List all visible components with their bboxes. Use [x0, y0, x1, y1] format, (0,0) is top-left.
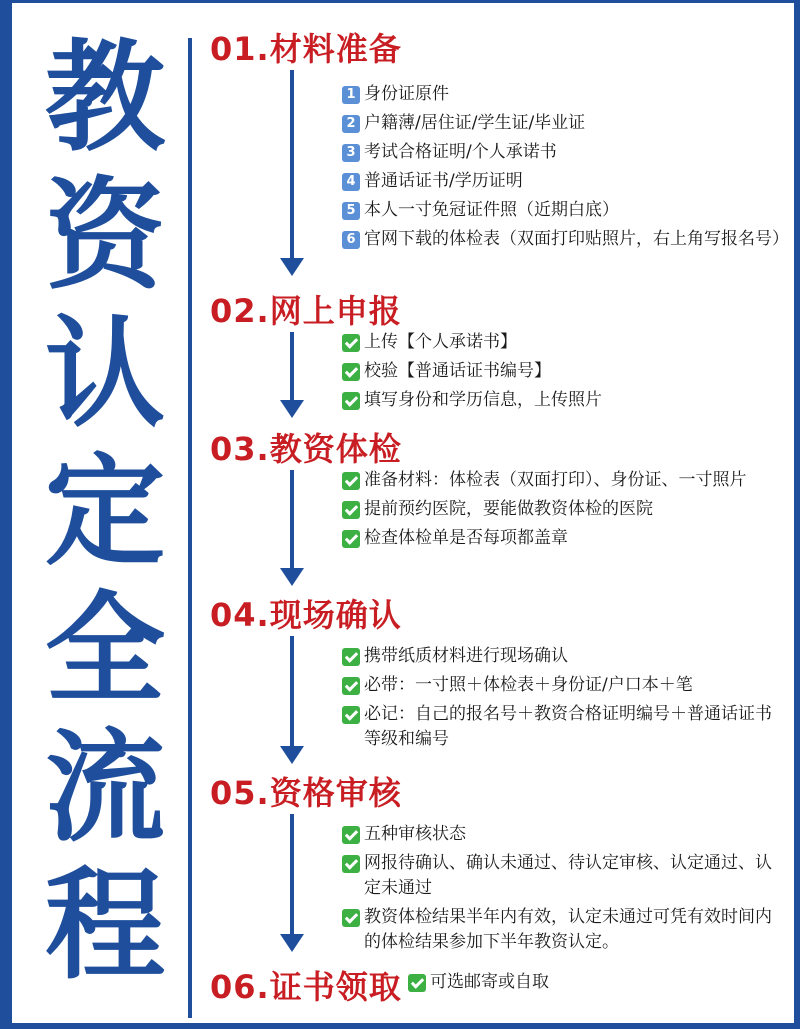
step-title: 06.证书领取	[210, 968, 402, 1006]
number-badge-icon: 4	[342, 173, 360, 191]
title-char: 程	[45, 857, 165, 996]
list-item	[342, 169, 782, 194]
item-text: 教资体检结果半年内有效，认定未通过可凭有效时间内的体检结果参加下半年教资认定。	[364, 907, 772, 952]
step-items	[342, 822, 782, 959]
down-arrow-icon	[280, 332, 304, 416]
item-text: 校验【普通话证书编号】	[364, 361, 551, 381]
step-title: 02.网上申报	[210, 292, 402, 330]
item-text: 准备材料：体检表（双面打印）、身份证、一寸照片	[364, 470, 747, 490]
title-char: 教	[45, 29, 165, 168]
item-text: 考试合格证明/个人承诺书	[364, 142, 557, 162]
list-item	[342, 673, 782, 698]
list-item	[342, 905, 782, 955]
item-text: 身份证原件	[364, 84, 449, 104]
checkmark-icon	[342, 648, 360, 666]
item-text: 上传【个人承诺书】	[364, 332, 517, 352]
item-text: 必记：自己的报名号＋教资合格证明编号＋普通话证书等级和编号	[364, 704, 772, 749]
list-item	[342, 359, 782, 384]
number-badge-icon: 1	[342, 86, 360, 104]
list-item	[342, 822, 782, 847]
checkmark-icon	[342, 909, 360, 927]
number-badge-icon: 5	[342, 202, 360, 220]
checkmark-icon	[342, 855, 360, 873]
divider-line	[188, 38, 192, 1018]
step-items	[342, 468, 782, 555]
title-char: 资	[45, 167, 165, 306]
down-arrow-icon	[280, 814, 304, 950]
item-text: 五种审核状态	[364, 824, 466, 844]
item-text: 填写身份和学历信息，上传照片	[364, 390, 602, 410]
vertical-title	[30, 30, 180, 996]
list-item	[342, 82, 782, 107]
list-item	[342, 140, 782, 165]
item-text: 可选邮寄或自取	[430, 972, 549, 992]
frame-right	[794, 0, 800, 1029]
title-char: 定	[45, 443, 165, 582]
list-item	[342, 330, 782, 355]
list-item	[342, 526, 782, 551]
number-badge-icon: 6	[342, 231, 360, 249]
down-arrow-icon	[280, 636, 304, 762]
frame-left	[0, 0, 12, 1029]
list-item	[342, 851, 782, 901]
step-items	[342, 644, 782, 756]
list-item	[342, 702, 782, 752]
item-text: 携带纸质材料进行现场确认	[364, 646, 568, 666]
step-title: 03.教资体检	[210, 430, 402, 468]
list-item	[342, 497, 782, 522]
checkmark-icon	[342, 677, 360, 695]
step-items	[408, 970, 768, 999]
number-badge-icon: 2	[342, 115, 360, 133]
title-char: 流	[45, 719, 165, 858]
list-item	[342, 198, 782, 223]
item-text: 本人一寸免冠证件照（近期白底）	[364, 200, 619, 220]
item-text: 网报待确认、确认未通过、待认定审核、认定通过、认定未通过	[364, 853, 772, 898]
checkmark-icon	[342, 530, 360, 548]
title-char: 全	[45, 581, 165, 720]
item-text: 普通话证书/学历证明	[364, 171, 523, 191]
list-item	[342, 468, 782, 493]
down-arrow-icon	[280, 470, 304, 584]
item-text: 提前预约医院，要能做教资体检的医院	[364, 499, 653, 519]
item-text: 户籍薄/居住证/学生证/毕业证	[364, 113, 586, 133]
checkmark-icon	[342, 706, 360, 724]
down-arrow-icon	[280, 70, 304, 276]
list-item	[342, 388, 782, 413]
checkmark-icon	[342, 392, 360, 410]
list-item	[342, 227, 789, 252]
checkmark-icon	[342, 363, 360, 381]
checkmark-icon	[408, 974, 426, 992]
checkmark-icon	[342, 472, 360, 490]
list-item	[342, 111, 782, 136]
step-title: 05.资格审核	[210, 774, 402, 812]
list-item	[408, 970, 768, 995]
step-title: 01.材料准备	[210, 30, 402, 68]
list-item	[342, 644, 782, 669]
checkmark-icon	[342, 826, 360, 844]
item-text: 必带：一寸照＋体检表＋身份证/户口本＋笔	[364, 675, 693, 695]
step-items	[342, 82, 789, 256]
step-title: 04.现场确认	[210, 596, 402, 634]
step-items	[342, 330, 782, 417]
frame-top	[0, 0, 800, 3]
frame-bottom	[0, 1023, 800, 1029]
checkmark-icon	[342, 334, 360, 352]
title-char: 认	[45, 305, 165, 444]
item-text: 检查体检单是否每项都盖章	[364, 528, 568, 548]
item-text: 官网下载的体检表（双面打印贴照片，右上角写报名号）	[364, 229, 789, 249]
number-badge-icon: 3	[342, 144, 360, 162]
checkmark-icon	[342, 501, 360, 519]
